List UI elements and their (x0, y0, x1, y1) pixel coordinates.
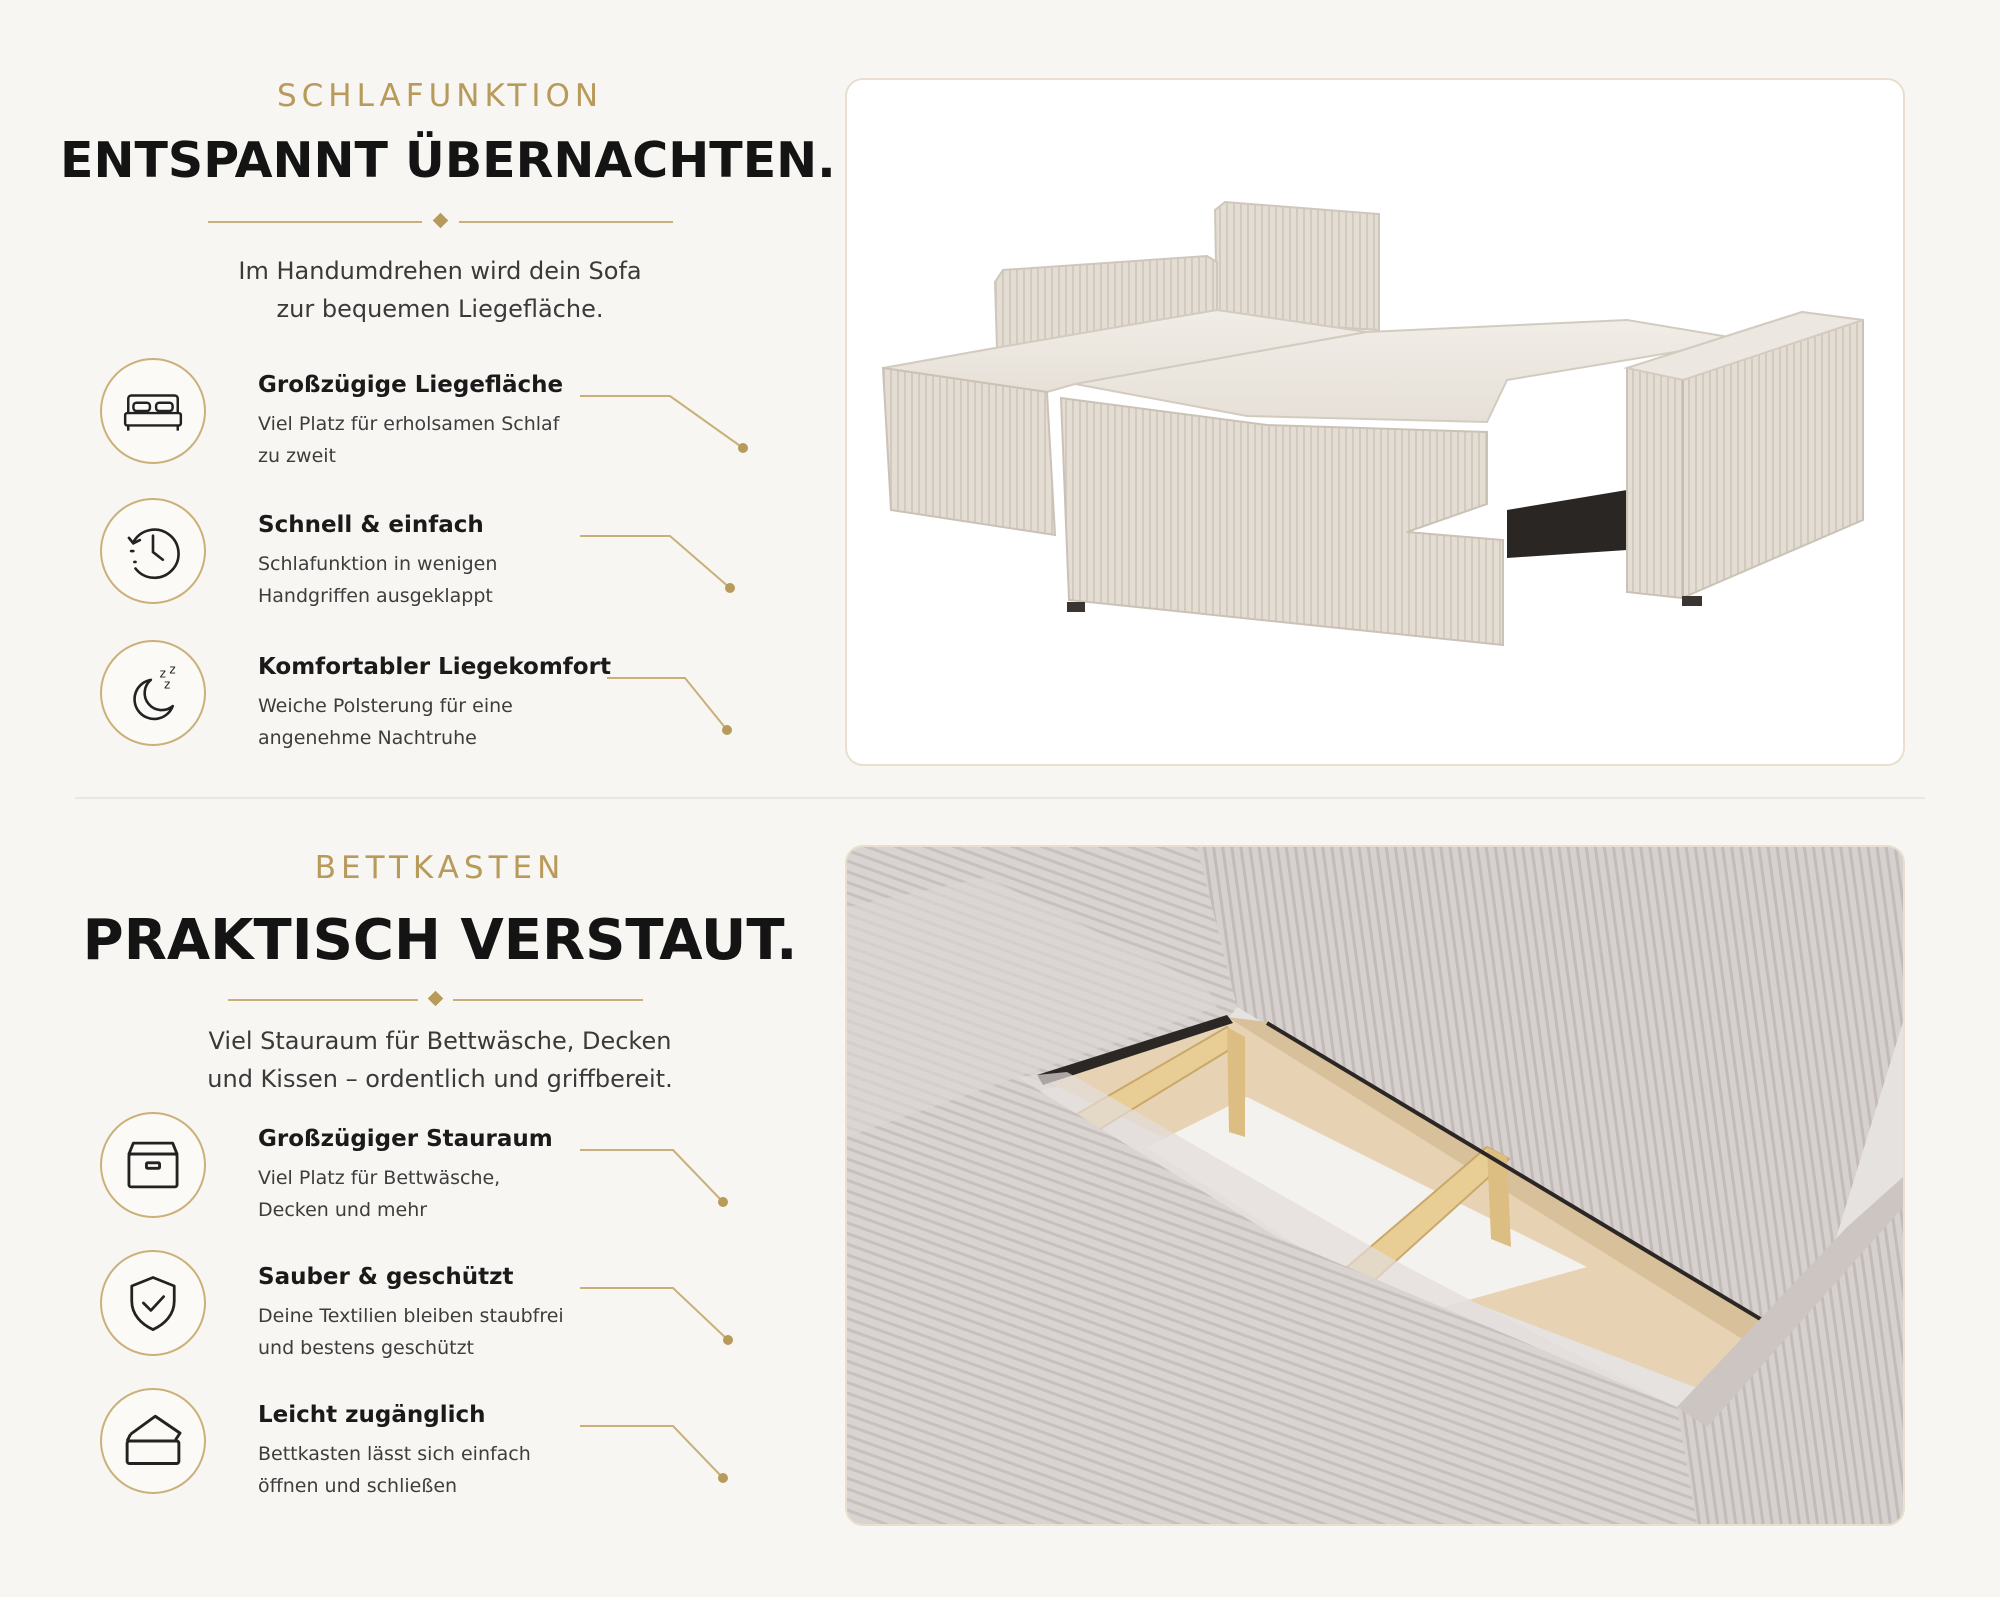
feature-easy-access (100, 1388, 790, 1508)
ornament-divider (208, 212, 673, 232)
sofa-bed-illustration (847, 80, 1903, 764)
bed-icon (120, 378, 186, 444)
leader-line (578, 394, 758, 454)
feature-clean-protected (100, 1250, 790, 1370)
headline-bedbox: PRAKTISCH VERSTAUT. (82, 908, 798, 973)
section-sleep-function (0, 0, 2000, 795)
moon-icon (118, 658, 188, 728)
open-box-icon (117, 1405, 189, 1477)
bed-box-illustration (847, 847, 1903, 1524)
feature-title: Großzügige Liegefläche (258, 372, 564, 398)
intro-bedbox: Viel Stauraum für Bettwäsche, Decken und Kissen – ordentlich und griffbereit. (207, 1027, 673, 1093)
section-divider (75, 797, 1925, 799)
bed-box-storage-photo (845, 845, 1905, 1526)
feature-description: Bettkasten lässt sich einfach öffnen und schließen (258, 1443, 531, 1497)
storage-box-icon (118, 1130, 188, 1200)
feature-title: Großzügiger Stauraum (258, 1126, 553, 1152)
feature-large-storage (100, 1112, 790, 1232)
section-bed-box (0, 800, 2000, 1597)
kicker-sleep: SCHLAFUNKTION (276, 78, 604, 114)
svg-text:z: z (163, 677, 171, 692)
ornament-divider (228, 990, 643, 1010)
feature-title: Komfortabler Liegekomfort (258, 654, 611, 680)
leader-line (605, 676, 785, 736)
feature-description: Schlafunktion in wenigen Handgriffen ausgeklappt (258, 553, 498, 607)
svg-text:z: z (169, 662, 176, 677)
feature-title: Sauber & geschützt (258, 1264, 514, 1290)
svg-text:z: z (159, 666, 166, 681)
leader-line (578, 1424, 758, 1484)
shield-check-icon (119, 1269, 187, 1337)
clock-icon (118, 516, 188, 586)
leader-line (578, 1286, 758, 1346)
headline-sleep: ENTSPANNT ÜBERNACHTEN. (60, 132, 836, 189)
feature-description: Viel Platz für erholsamen Schlaf zu zweit (258, 413, 560, 467)
leader-line (578, 1148, 758, 1208)
feature-description: Weiche Polsterung für eine angenehme Nachtruhe (258, 695, 513, 749)
kicker-bedbox: BETTKASTEN (314, 850, 566, 886)
leader-line (578, 534, 758, 594)
feature-description: Deine Textilien bleiben staubfrei und bestens geschützt (258, 1305, 564, 1359)
feature-title: Schnell & einfach (258, 512, 484, 538)
intro-sleep: Im Handumdrehen wird dein Sofa zur bequemen Liegefläche. (238, 257, 642, 323)
feature-large-sleeping-area (100, 358, 790, 478)
feature-description: Viel Platz für Bettwäsche, Decken und mehr (258, 1167, 501, 1221)
sofa-bed-photo (845, 78, 1905, 766)
feature-quick-easy (100, 498, 790, 618)
feature-title: Leicht zugänglich (258, 1402, 486, 1428)
feature-comfort (100, 640, 790, 760)
